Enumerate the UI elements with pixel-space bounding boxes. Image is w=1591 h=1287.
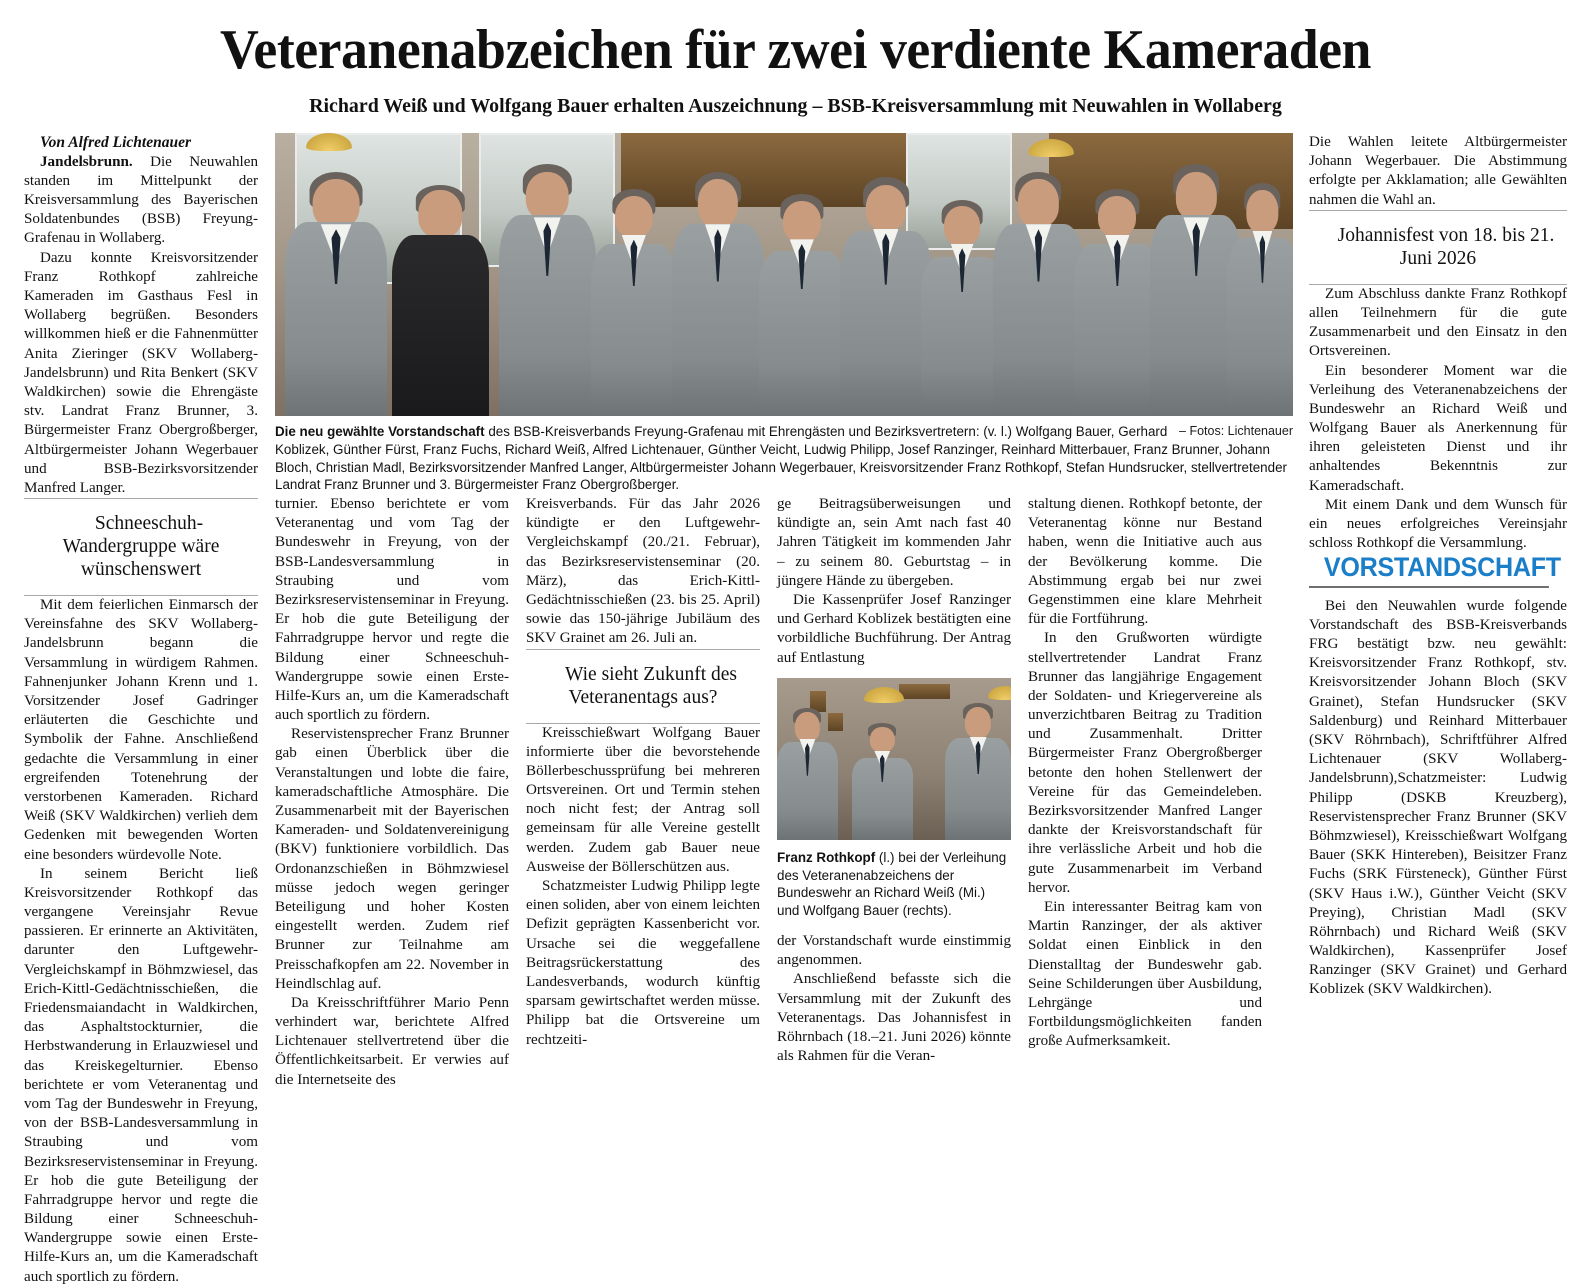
paragraph bbox=[1309, 597, 1567, 1000]
photo-person bbox=[759, 190, 846, 416]
photo-person bbox=[392, 178, 489, 416]
paragraph-text: ge Beitragsüberweisungen und kündigte an, sein Amt nach fast 40 Jahren Tätigkeit im kommenden Jahr – zu seinem 80. Geburtstag – in jüngere Hände zu übergeben. bbox=[777, 496, 1011, 589]
paragraph bbox=[1309, 133, 1567, 210]
column-2 bbox=[275, 495, 509, 1090]
paragraph-text: Bei den Neuwahlen wurde folgende Vorstandschaft des BSB-Kreisverbands FRG bestätigt bzw. neu gewählt: Kreisvorsitzender Franz Rothkopf, stv. Kreisvorsitzender Johann Bloch (SKV Grainet), Stefan Hundsrucker (SKV Saldenburg) und Reinhard Mitterbauer (SKV Röhrnbach), Schriftführer Alfred Lichtenauer (SKV Wollaberg-Jandelsbrunn),Schatzmeister: Ludwig Philipp (DSKB Kreuzberg), Reservistensprecher Franz Brunner (SKV Böhmzwiesel), Kreisschießwart Wolfgang Bauer (SKK Hintereben), Beisitzer Franz Fuchs (SRK Fürsteneck), Günther Fürst (SKV Haus i.W.), Günther Veicht (SKV Preying), Christian Madl (SKV Röhrnbach) und Richard Weiß (SKV Waldkirchen), Kassenprüfer Josef Ranzinger (SKV Grainet) und Gerhard Koblizek (SKV Waldkirchen). bbox=[1309, 597, 1567, 998]
paragraph bbox=[1028, 898, 1262, 1052]
dateline: Jandelsbrunn. bbox=[40, 153, 133, 170]
photo-person bbox=[1227, 178, 1293, 416]
paragraph bbox=[275, 495, 509, 725]
paragraph bbox=[1028, 629, 1262, 898]
caption-lead: Franz Rothkopf bbox=[777, 849, 876, 865]
paragraph bbox=[777, 495, 1011, 591]
paragraph bbox=[526, 877, 760, 1050]
photo-credit: – Fotos: Lichtenauer bbox=[1179, 424, 1293, 438]
paragraph-text: der Vorstandschaft wurde einstimmig angenommen. bbox=[777, 933, 1011, 969]
paragraph bbox=[24, 153, 258, 249]
second-photo-caption bbox=[777, 849, 1011, 920]
photo-person bbox=[1074, 184, 1161, 416]
paragraph-text: Dazu konnte Kreisvorsitzender Franz Rothkopf zahlreiche Kameraden im Gasthaus Fesl in Wollaberg begrüßen. Besonders willkommen hieß er die Fahnenmütter Anita Zieringer (SKV Wollaberg-Jandelsbrunn) und Rita Benkert (SKV Waldkirchen) sowie die Ehrengäste stv. Landrat Franz Brunner, 3. Bürgermeister Franz Obergroßberger, Altbürgermeister Johann Wegerbauer und BSB-Bezirksvorsitzender Manfred Langer. bbox=[24, 249, 258, 496]
photo-person bbox=[499, 161, 596, 416]
paragraph-text: Anschließend befasste sich die Versammlung mit der Zukunft des Veteranentags. Das Johannisfest in Röhrnbach (18.–21. Juni 2026) könnte als Rahmen für die Veran- bbox=[777, 971, 1011, 1065]
paragraph-text: Reservistensprecher Franz Brunner gab einen Überblick über die Veranstaltungen und lobte die faire, kameradschaftliche Atmosphäre. Die Zusammenarbeit mit der Bayerischen Kameraden- und Soldatenvereinigung (BKV) funktioniere vorbildlich. Das Ordonanzschießen in Böhmzwiesel müsse jedoch wegen geringer Beteiligung und hoher Kosten eingestellt werden. Zudem rief Brunner zur Teilnahme am Preisschafkopfen am 22. November in Heindlschlag auf. bbox=[275, 726, 509, 992]
page-subheadline: Richard Weiß und Wolfgang Bauer erhalten Auszeichnung – BSB-Kreisversammlung mit Neuwahlen in Wollaberg bbox=[309, 95, 1282, 117]
paragraph-text: Mit dem feierlichen Einmarsch der Vereinsfahne des SKV Wollaberg-Jandelsbrunn begann die Versammlung in würdigem Rahmen. Fahnenjunker Johann Krenn und 1. Vorsitzender Josef Gadringer erläuterten die Geschichte und Symbolik der Fahne. Anschließend gedachte die Versammlung in einer ergreifenden Totenehrung der verstorbenen Kameraden. Richard Weiß (SKV Waldkirchen) verlieh dem Gedenken mit bewegenden Worten eine besonders würdevolle Note. bbox=[24, 597, 258, 863]
paragraph bbox=[1309, 496, 1567, 554]
paragraph-text: Kreisverbands. Für das Jahr 2026 kündigte er den Luftgewehr-Vergleichskampf (20./21. Februar), das Bezirksreservistenseminar (20. März), das Erich-Kittl-Gedächtnisschießen (23. bis 25. April) sowie das 150-jährige Jubiläum des SKV Grainet am 26. Juli an. bbox=[526, 496, 760, 647]
column-6 bbox=[1309, 133, 1567, 1000]
photo-person-middle bbox=[852, 720, 913, 840]
paragraph-text: Schatzmeister Ludwig Philipp legte einen soliden, aber von einem leichten Defizit geprägten Kassenbericht vor. Ursache sei die weggefallene Beitragsrückerstattung des Landesverbands, wodurch künftig sparsam gewirtschaftet werden müsse. Philipp bat die Ortsvereine um rechtzeiti- bbox=[526, 878, 760, 1048]
paragraph-text: Die Kassenprüfer Josef Ranzinger und Gerhard Koblizek bestätigten eine vorbildliche Buchführung. Der Antrag auf Entlastung bbox=[777, 591, 1011, 666]
column-5 bbox=[1028, 495, 1262, 1051]
photo-hanging-lamp bbox=[864, 687, 904, 703]
byline: Von Alfred Lichtenauer bbox=[40, 134, 191, 151]
paragraph bbox=[526, 724, 760, 878]
photo-person bbox=[285, 167, 387, 416]
article-column-grid bbox=[24, 133, 1567, 1285]
paragraph-text: Ein interessanter Beitrag kam von Martin Ranzinger, der als aktiver Soldat einen Einblick in den Dienstalltag der Bundeswehr gab. Seine Schilderungen über Ausbildung, Lehrgänge und Fortbildungsmöglichkeiten fanden große Aufmerksamkeit. bbox=[1028, 898, 1262, 1050]
caption-lead: Die neu gewählte Vorstandschaft bbox=[275, 424, 485, 439]
paragraph bbox=[1309, 362, 1567, 496]
photo-person-left bbox=[777, 704, 838, 840]
paragraph-text: Mit einem Dank und dem Wunsch für ein neues erfolgreiches Vereinsjahr schloss Rothkopf die Versammlung. bbox=[1309, 496, 1567, 552]
paragraph bbox=[275, 994, 509, 1090]
paragraph-text: Die Wahlen leitete Altbürgermeister Johann Wegerbauer. Die Abstimmung erfolgte per Akklamation; alle Gewählten nahmen die Wahl an. bbox=[1309, 134, 1567, 208]
column-1 bbox=[24, 133, 258, 1287]
paragraph-text: In seinem Bericht ließ Kreisvorsitzender Rothkopf das vergangene Vereinsjahr Revue passieren. Er erinnerte an Aktivitäten, darunter den Luftgewehr-Vergleichskampf in Böhmzwiesel, das Erich-Kittl-Gedächtnisschießen, die Friedensmaiandacht in Waldkirchen, das Asphaltstockturnier, die Herbstwanderung in Erlauzwiesel und das Kreiskegelturnier. Ebenso berichtete er vom Veteranentag und vom Tag der Bundeswehr in Freyung, von der BSB-Landesversammlung in Straubing und vom Bezirksreservistenseminar in Freyung. Er hob die gute Beteiligung der Fahrradgruppe hervor und regte die Bildung einer Schneeschuh-Wandergruppe sowie einen Erste-Hilfe-Kurs an, um die Kameradschaft auch sportlich zu fördern. bbox=[24, 865, 258, 1285]
photo-person bbox=[921, 195, 1002, 416]
photo-person bbox=[993, 167, 1085, 416]
caption-body: des BSB-Kreisverbands Freyung-Grafenau mit Ehrengästen und Bezirksvertretern: (v. l.) Wolfgang Bauer, Gerhard Koblizek, Günther Fürst, Franz Fuchs, Richard Weiß, Alfred Lichtenauer, Günther Veicht, Ludwig Philipp, Josef Ranzinger, Reinhard Mitterbauer, Franz Brunner, Johann Bloch, Christian Madl, Bezirksvorsitzender Manfred Langer, Altbürgermeister Johann Wegerbauer, Kreisvorsitzender Franz Rothkopf, Stefan Hundsrucker, stellvertretender Landrat Franz Brunner und 3. Bürgermeister Franz Obergroßberger. bbox=[275, 424, 1287, 493]
photo-person bbox=[840, 173, 932, 416]
award-photo-scene bbox=[777, 678, 1011, 840]
crosshead-2: Wie sieht Zukunft des Veteranentags aus? bbox=[526, 649, 760, 724]
paragraph bbox=[777, 970, 1011, 1066]
paragraph-text: Die Neuwahlen standen im Mittelpunkt der Kreisversammlung des Bayerischen Soldatenbundes (BSB) Freyung-Grafenau in Wollaberg. bbox=[24, 153, 258, 247]
crosshead-1: Schneeschuh-Wandergruppe wäre wünschenswert bbox=[24, 498, 258, 596]
page-headline: Veteranenabzeichen für zwei verdiente Kameraden bbox=[220, 19, 1371, 81]
paragraph bbox=[24, 596, 258, 865]
group-photo-scene bbox=[275, 133, 1293, 416]
caption-body: (l.) bei der Verleihung des Veteranenabzeichens der Bundeswehr an Richard Weiß (Mi.) und Wolfgang Bauer (rechts). bbox=[777, 849, 1007, 919]
photo-person-right bbox=[945, 700, 1011, 839]
main-photo-caption bbox=[275, 423, 1293, 494]
paragraph-text: Ein besonderer Moment war die Verleihung des Veteranenabzeichens der Bundeswehr an Richard Weiß und Wolfgang Bauer als Anerkennung für ihren geleisteten Dienst und ihr anhaltendes Bekenntnis zur Kameradschaft. bbox=[1309, 362, 1567, 494]
paragraph-text: turnier. Ebenso berichtete er vom Veteranentag und vom Tag der Bundeswehr in Freyung, von der BSB-Landesversammlung in Straubing und vom Bezirksreservistenseminar in Freyung. Er hob die gute Beteiligung der Fahrradgruppe hervor und regte die Bildung einer Schneeschuh-Wandergruppe sowie einen Erste-Hilfe-Kurs an, um die Kameradschaft auch sportlich zu fördern. bbox=[275, 496, 509, 724]
photo-shelf bbox=[899, 684, 950, 699]
paragraph bbox=[777, 591, 1011, 668]
paragraph-text: Zum Abschluss dankte Franz Rothkopf allen Teilnehmern für die gute Zusammenarbeit und den Einsatz in den Ortsvereinen. bbox=[1309, 285, 1567, 360]
column-4 bbox=[777, 495, 1011, 1066]
main-group-photo bbox=[275, 133, 1293, 416]
paragraph-text: staltung dienen. Rothkopf betonte, der Veteranentag könne nur Bestand haben, wenn die Initiative auch aus der Bevölkerung komme. Die Abstimmung ergab bei nur zwei Gegenstimmen eine klare Mehrheit für die Fortführung. bbox=[1028, 496, 1262, 628]
paragraph bbox=[24, 865, 258, 1287]
paragraph bbox=[1309, 285, 1567, 362]
paragraph-text: Da Kreisschriftführer Mario Penn verhindert war, berichtete Alfred Lichtenauer stellvertretend über die Öffentlichkeitsarbeit. Er verwies auf die Internetseite des bbox=[275, 994, 509, 1088]
paragraph bbox=[777, 932, 1011, 970]
column-3 bbox=[526, 495, 760, 1050]
paragraph bbox=[275, 725, 509, 994]
second-photo bbox=[777, 678, 1011, 840]
photo-person bbox=[672, 167, 764, 416]
paragraph-text: Kreisschießwart Wolfgang Bauer informierte über die bevorstehende Böllerbeschussprüfung bei mehreren Ortsvereinen. Ort und Termin stehen noch nicht fest; der Antrag soll gemeinsam für alle Vereine gestellt werden. Zudem gab Bauer neue Ausweise der Böllerschützen aus. bbox=[526, 724, 760, 875]
section-kicker: VORSTANDSCHAFT bbox=[1309, 553, 1549, 587]
paragraph-text: In den Grußworten würdigte stellvertretender Landrat Franz Brunner das langjährige Engagement der Soldaten- und Kriegervereine als unverzichtbaren Beitrag zu Tradition und Zusammenhalt. Dritter Bürgermeister Franz Obergroßberger betonte den hohen Stellenwert der Vereine für das Gemeindeleben. Bezirksvorsitzender Manfred Langer dankte der Kreisvorstandschaft für ihre verlässliche Arbeit und hob die gute Zusammenarbeit im Verband hervor. bbox=[1028, 630, 1262, 896]
paragraph bbox=[24, 249, 258, 498]
paragraph bbox=[1028, 495, 1262, 629]
paragraph bbox=[526, 495, 760, 649]
crosshead-3: Johannisfest von 18. bis 21. Juni 2026 bbox=[1309, 210, 1567, 285]
photo-person bbox=[591, 184, 678, 416]
